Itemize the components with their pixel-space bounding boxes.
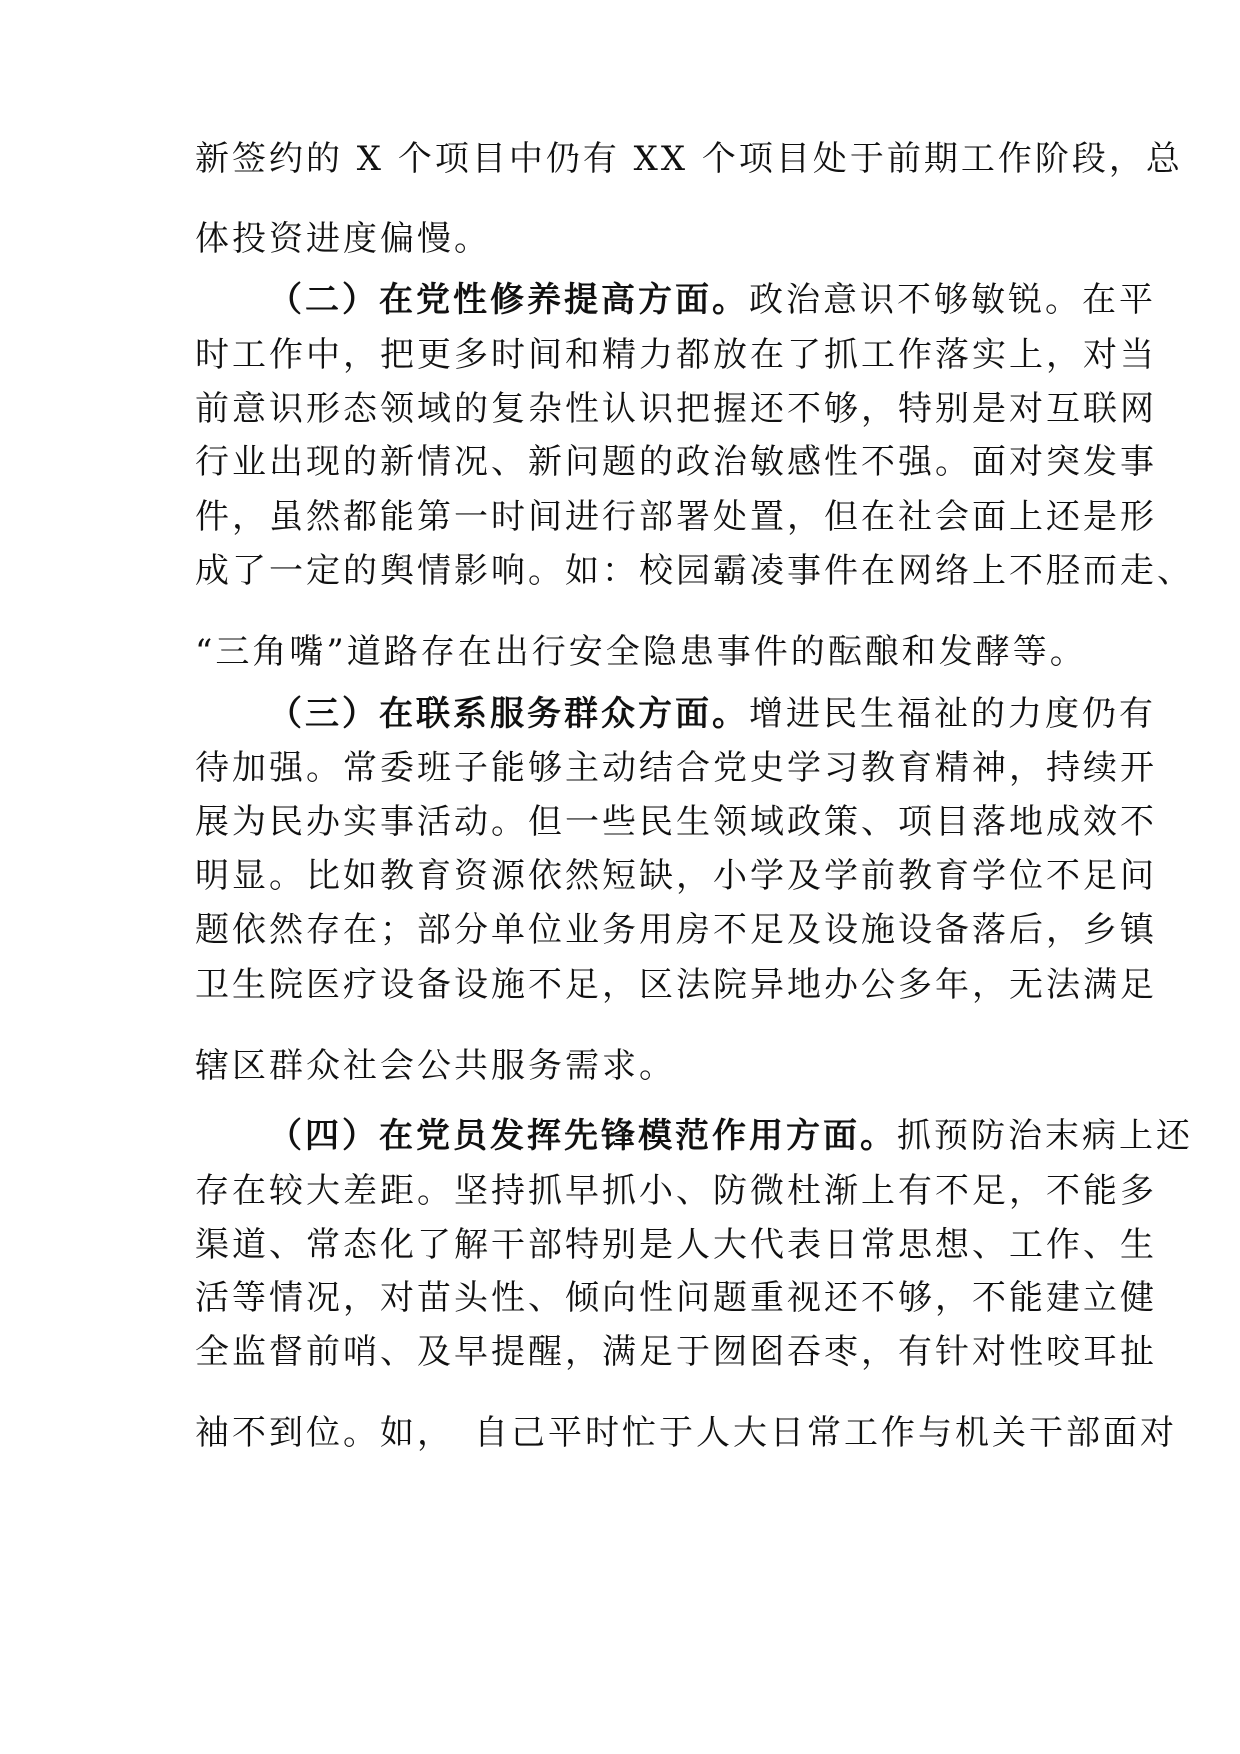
text-line: 行业出现的新情况、新问题的政治敏感性不强。面对突发事 xyxy=(195,442,1157,482)
text-line: “三角嘴”道路存在出行安全隐患事件的酝酿和发酵等。 xyxy=(195,632,1087,672)
text-line: 明显。比如教育资源依然短缺，小学及学前教育学位不足问 xyxy=(195,856,1157,896)
text-line: 袖不到位。如， 自己平时忙于人大日常工作与机关干部面对 xyxy=(195,1413,1177,1453)
text-line: 前意识形态领域的复杂性认识把握还不够，特别是对互联网 xyxy=(195,389,1157,429)
text-line: 成了一定的舆情影响。如：校园霸凌事件在网络上不胫而走、 xyxy=(195,551,1194,591)
text-line: 辖区群众社会公共服务需求。 xyxy=(195,1046,676,1086)
text-line: 题依然存在；部分单位业务用房不足及设施设备落后，乡镇 xyxy=(195,910,1157,950)
text-line: 展为民办实事活动。但一些民生领域政策、项目落地成效不 xyxy=(195,802,1157,842)
text-line: 新签约的 X 个项目中仍有 XX 个项目处于前期工作阶段，总 xyxy=(195,139,1183,179)
text-line: 时工作中，把更多时间和精力都放在了抓工作落实上，对当 xyxy=(195,335,1157,375)
text-line: 活等情况，对苗头性、倾向性问题重视还不够，不能建立健 xyxy=(195,1278,1157,1318)
section-heading: （三）在联系服务群众方面。 xyxy=(268,694,749,734)
text-line: 卫生院医疗设备设施不足，区法院异地办公多年，无法满足 xyxy=(195,965,1157,1005)
text-line: 体投资进度偏慢。 xyxy=(195,219,491,259)
text-line: 件，虽然都能第一时间进行部署处置，但在社会面上还是形 xyxy=(195,497,1157,537)
text-line: 全监督前哨、及早提醒，满足于囫囵吞枣，有针对性咬耳扯 xyxy=(195,1332,1157,1372)
text-line: 待加强。常委班子能够主动结合党史学习教育精神，持续开 xyxy=(195,748,1157,788)
section-heading-line: （四）在党员发挥先锋模范作用方面。抓预防治末病上还 xyxy=(268,1116,1193,1156)
text-line: 渠道、常态化了解干部特别是人大代表日常思想、工作、生 xyxy=(195,1225,1157,1265)
section-heading: （二）在党性修养提高方面。 xyxy=(268,280,749,320)
section-heading-line: （三）在联系服务群众方面。增进民生福祉的力度仍有 xyxy=(268,694,1156,734)
text-line: 存在较大差距。坚持抓早抓小、防微杜渐上有不足，不能多 xyxy=(195,1171,1157,1211)
section-heading-line: （二）在党性修养提高方面。政治意识不够敏锐。在平 xyxy=(268,280,1156,320)
section-heading: （四）在党员发挥先锋模范作用方面。 xyxy=(268,1116,897,1156)
